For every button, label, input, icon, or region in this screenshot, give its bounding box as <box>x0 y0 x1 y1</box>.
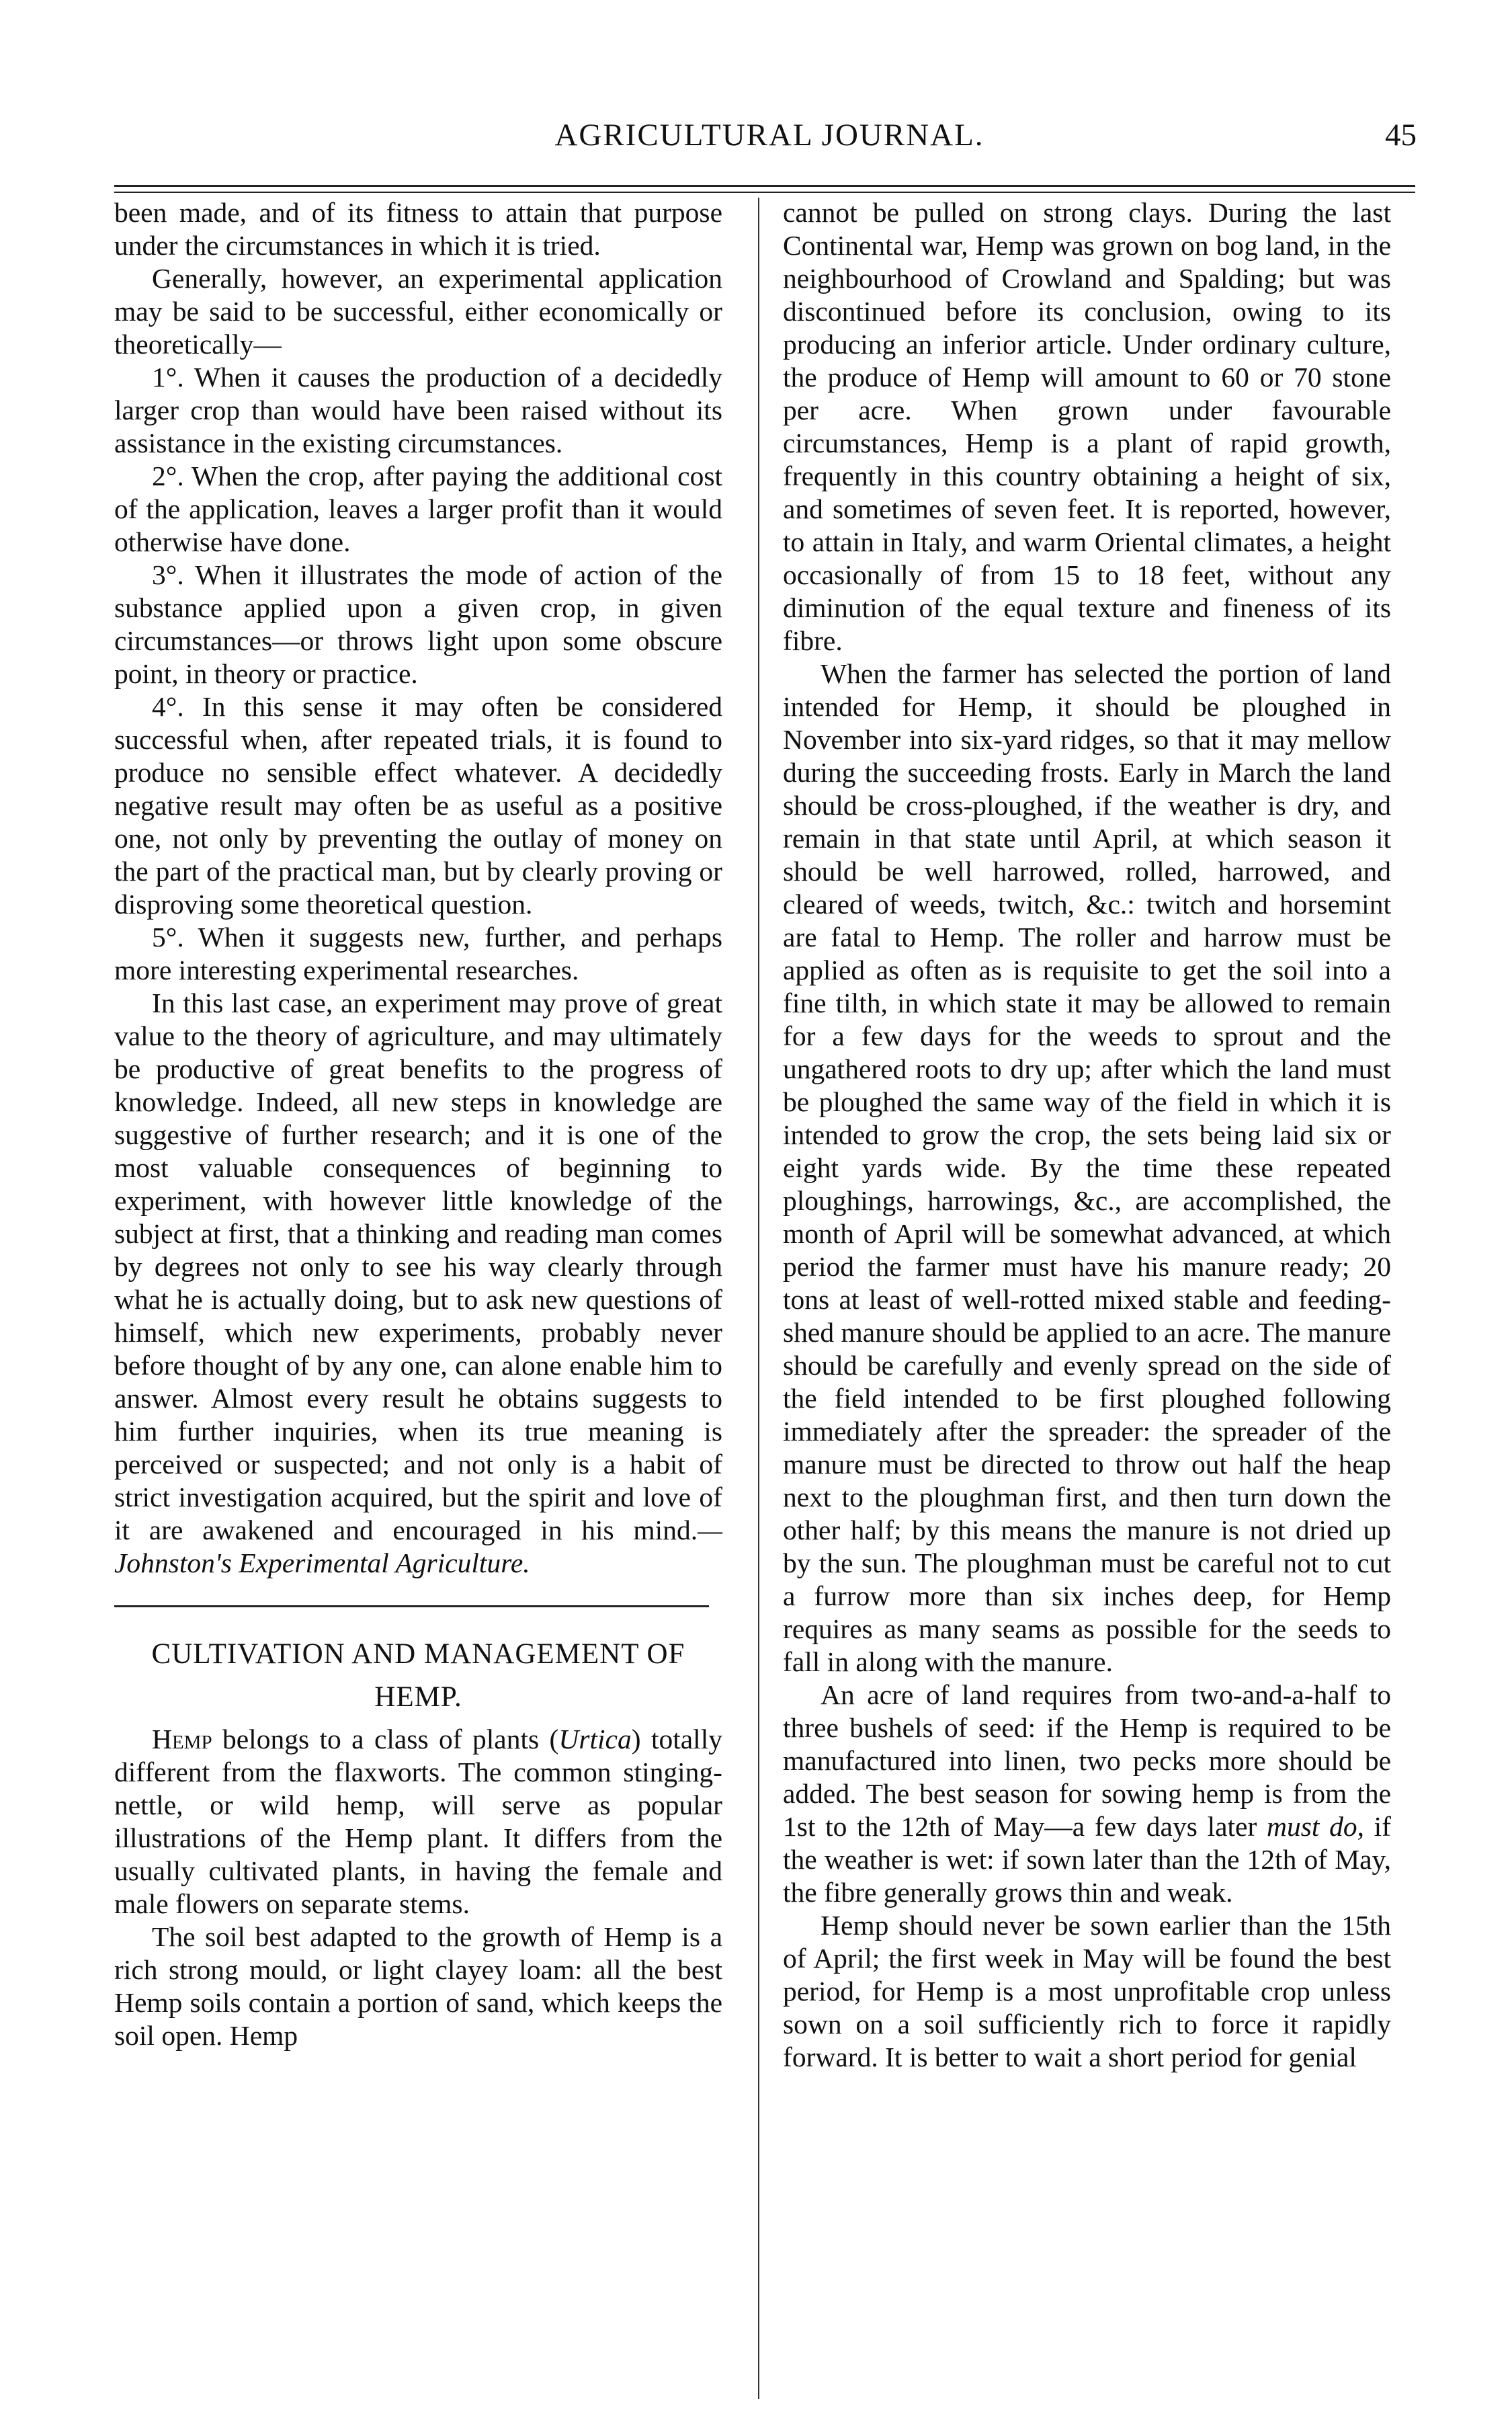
text-fragment: ) totally different from the flaxworts. The common stinging-nettle, or wild hemp, will serve as popular illustrations of the Hemp plant. It differs from the usually cultivated plants, in having the female and male flowers on separate stems. <box>114 1724 722 1919</box>
paragraph: The soil best adapted to the growth of Hemp is a rich strong mould, or light clayey loam: all the best Hemp soils contain a portion of sand, which keeps the soil open. Hemp <box>114 1921 722 2051</box>
paragraph: 4°. In this sense it may often be considered successful when, after repeated trials, it is found to produce no sensible effect whatever. A decidedly negative result may often be as useful as a positive one, not only by preventing the outlay of money on the part of the practical man, but by clearly proving or disproving some theoretical question. <box>114 691 722 920</box>
paragraph-with-citation <box>114 987 722 1580</box>
section-heading: CULTIVATION AND MANAGEMENT OF HEMP. <box>151 1638 685 1713</box>
header-rule-bottom <box>114 192 1415 193</box>
paragraph: 1°. When it causes the production of a decidedly larger crop than would have been raised without its assistance in the existing circumstances. <box>114 362 722 458</box>
journal-title: AGRICULTURAL JOURNAL. <box>554 118 984 153</box>
page-number: 45 <box>1385 118 1417 153</box>
paragraph: Hemp should never be sown earlier than the 15th of April; the first week in May will be found the best period, for Hemp is a most unprofitable crop unless sown on a soil sufficiently rich to force it rapidly forward. It is better to wait a short period for genial <box>783 1910 1391 2072</box>
running-header <box>114 113 1425 167</box>
column-divider <box>758 198 759 2399</box>
italic-term: must do <box>1266 1811 1357 1842</box>
paragraph: 5°. When it suggests new, further, and perhaps more interesting experimental researches. <box>114 922 722 985</box>
paragraph: 3°. When it illustrates the mode of action of the substance applied upon a given crop, in given circumstances—or throws light upon some obscure point, in theory or practice. <box>114 559 722 689</box>
paragraph <box>114 1723 722 1921</box>
italic-term: Urtica <box>558 1724 632 1755</box>
text-fragment: An acre of land requires from two-and-a-half to three bushels of seed: if the Hemp is required to be manufactured into linen, two pecks more should be added. The best season for sowing hemp is from the 1st to the 12th of May—a few days later <box>783 1679 1391 1842</box>
header-rule-top <box>114 185 1415 187</box>
paragraph-text: In this last case, an experiment may prove of great value to the theory of agriculture, and may ultimately be productive of great benefits to the progress of knowledge. Indeed, all new steps in knowledge are suggestive of further research; and it is one of the most valuable consequences of beginning to experiment, with however little knowledge of the subject at first, that a thinking and reading man comes by degrees not only to see his way clearly through what he is actually doing, but to ask new questions of himself, which new experiments, probably never before thought of by any one, can alone enable him to answer. Almost every result he obtains suggests to him further inquiries, when its true meaning is perceived or suspected; and not only is a habit of strict investigation acquired, but the spirit and love of it are awakened and encouraged in his mind. <box>114 987 722 1545</box>
paragraph <box>783 1679 1391 1909</box>
paragraph: cannot be pulled on strong clays. During the last Continental war, Hemp was grown on bog land, in the neighbourhood of Crowland and Spalding; but was discontinued before its conclusion, owing to its producing an inferior article. Under ordinary culture, the produce of Hemp will amount to 60 or 70 stone per acre. When grown under favourable circumstances, Hemp is a plant of rapid growth, frequently in this country obtaining a height of six, and sometimes of seven feet. It is reported, however, to attain in Italy, and warm Oriental climates, a height occasionally of from 15 to 18 feet, without any diminution of the equal texture and fineness of its fibre. <box>783 197 1391 656</box>
text-fragment: belongs to a class of plants ( <box>212 1724 559 1755</box>
left-column <box>114 196 722 2052</box>
right-column <box>783 196 1391 2074</box>
paragraph: Generally, however, an experimental application may be said to be successful, either economically or theoretically— <box>114 263 722 360</box>
section-divider <box>114 1605 709 1607</box>
citation: —Johnston's Experimental Agriculture. <box>114 1515 722 1578</box>
text-fragment: , if the weather is wet: if sown later than the 12th of May, the fibre generally grows thin and weak. <box>783 1811 1391 1908</box>
paragraph: When the farmer has selected the portion of land intended for Hemp, it should be ploughed in November into six-yard ridges, so that it may mellow during the succeeding frosts. Early in March the land should be cross-ploughed, if the weather is dry, and remain in that state until April, at which season it should be well harrowed, rolled, harrowed, and cleared of weeds, twitch, &c.: twitch and horsemint are fatal to Hemp. The roller and harrow must be applied as often as is requisite to get the soil into a fine tilth, in which state it may be allowed to remain for a few days for the weeds to sprout and the ungathered roots to dry up; after which the land must be ploughed the same way of the field in which it is intended to grow the crop, the sets being laid six or eight yards wide. By the time these repeated ploughings, harrowings, &c., are accomplished, the month of April will be somewhat advanced, at which period the farmer must have his manure ready; 20 tons at least of well-rotted mixed stable and feeding-shed manure should be applied to an acre. The manure should be carefully and evenly spread on the side of the field intended to be first ploughed following immediately after the spreader: the spreader of the manure must be directed to throw out half the heap next to the ploughman first, and then turn down the other half; by this means the manure is not dried up by the sun. The ploughman must be careful not to cut a furrow more than six inches deep, for Hemp requires as many seams as possible for the seeds to fall in along with the manure. <box>783 658 1391 1677</box>
paragraph: been made, and of its fitness to attain that purpose under the circumstances in which it is tried. <box>114 197 722 261</box>
paragraph: 2°. When the crop, after paying the additional cost of the application, leaves a larger profit than it would otherwise have done. <box>114 460 722 557</box>
lead-word: Hemp <box>152 1724 212 1755</box>
